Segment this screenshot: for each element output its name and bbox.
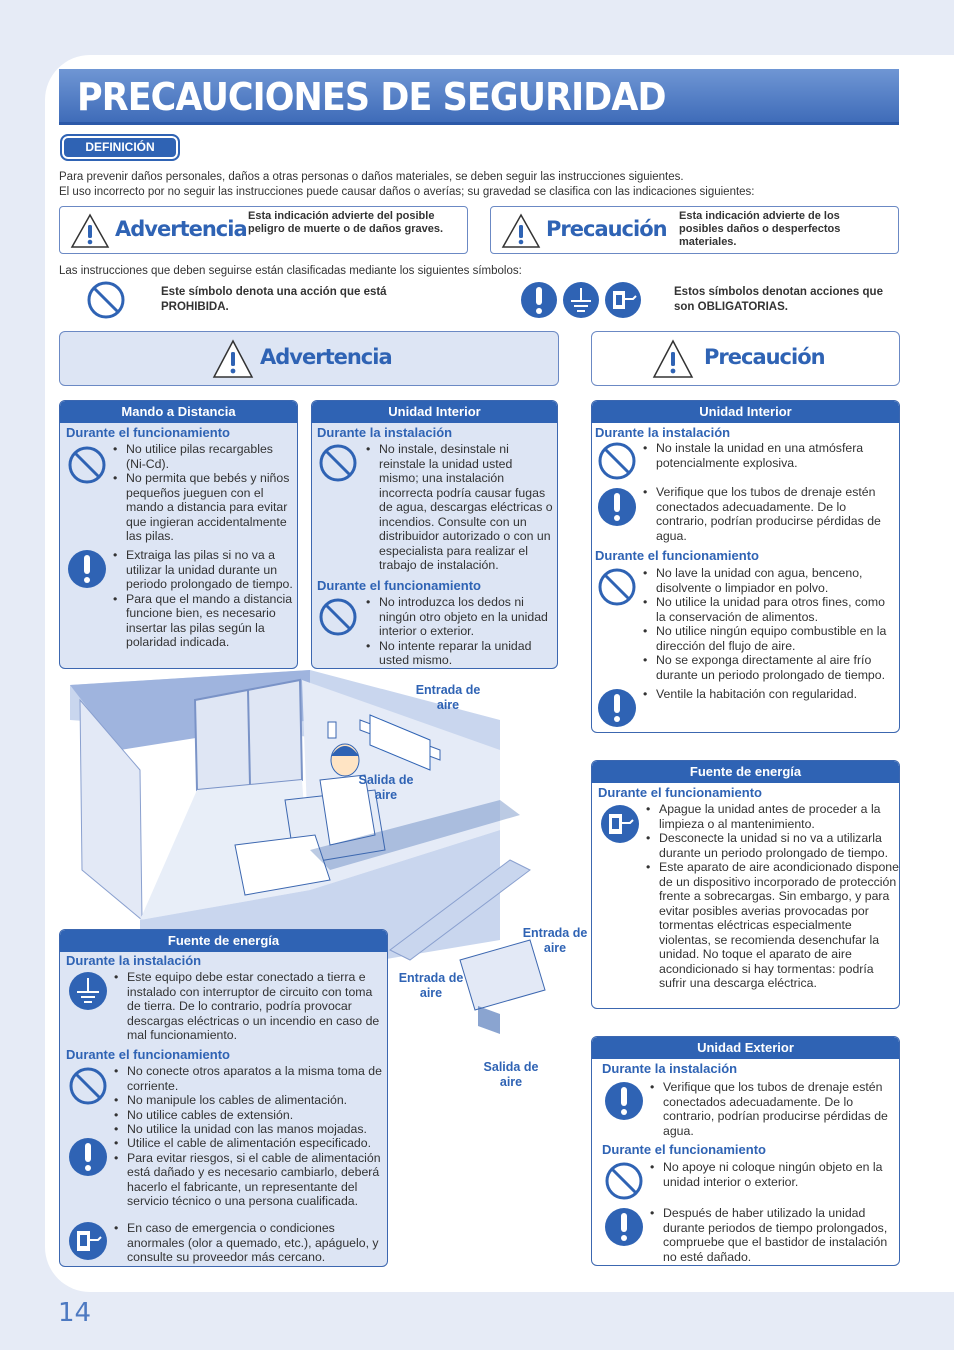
label-air-intake-outdoor-top: Entrada de aire: [522, 926, 588, 955]
prohibited-icon: [67, 445, 107, 485]
list-item: • No utilice la unidad con las manos mojadas.: [114, 1122, 386, 1137]
panel-header: Mando a Distancia: [60, 401, 297, 423]
caution-section-title: Precaución: [704, 345, 825, 369]
list-item: • Ventile la habitación con regularidad.: [643, 687, 897, 702]
subheading: Durante el funcionamiento: [602, 1142, 766, 1157]
list-item: • No intente reparar la unidad usted mismo.: [366, 639, 554, 668]
label-air-outlet-outdoor: Salida de aire: [483, 1060, 539, 1089]
unplug-icon: [604, 281, 642, 319]
intro-line-2: El uso incorrecto por no seguir las instrucciones puede causar daños o averías; su gravedad se clasifica con las indicaciones siguientes:: [59, 186, 755, 198]
caution-description: Esta indicación advierte de los posibles daños o desperfectos materiales.: [679, 210, 841, 248]
prohibited-icon: [68, 1066, 108, 1106]
bullet-list: [650, 1206, 899, 1264]
title-bar: [59, 69, 899, 125]
label-air-intake-indoor: Entrada de aire: [415, 683, 481, 712]
bullet-list: [643, 441, 897, 470]
panel-header: Unidad Interior: [312, 401, 557, 423]
list-item: • Este equipo debe estar conectado a tierra e instalado con interruptor de circuito con toma de tierra. De lo contrario, podría provocar descargas eléctricas o un incendio en caso de mal funcionamiento.: [114, 970, 386, 1043]
page-title: PRECAUCIONES DE SEGURIDAD: [77, 75, 666, 119]
list-item: • Utilice el cable de alimentación especificado.: [114, 1136, 386, 1151]
list-item: • No manipule los cables de alimentación.: [114, 1093, 386, 1108]
list-item: • Para que el mando a distancia funcione bien, es necesario insertar las pilas según la polaridad indicada.: [113, 592, 293, 650]
subheading: Durante el funcionamiento: [317, 578, 481, 593]
caution-section-header: [591, 331, 900, 386]
list-item: • No utilice cables de extensión.: [114, 1108, 386, 1123]
list-item: • No apoye ni coloque ningún objeto en la unidad interior o exterior.: [650, 1160, 899, 1189]
bullet-list: [113, 442, 293, 544]
mandatory-exclamation-icon: [604, 1081, 644, 1121]
list-item: • Verifique que los tubos de drenaje estén conectados adecuadamente. De lo contrario, podrían producirse pérdidas de agua.: [650, 1080, 899, 1138]
subheading: Durante la instalación: [66, 953, 202, 968]
bullet-list: [114, 970, 386, 1043]
ground-icon: [68, 971, 108, 1011]
warning-definition-box: [59, 206, 468, 254]
prohibited-text: Este símbolo denota una acción que está PROHIBIDA.: [161, 286, 387, 313]
mandatory-exclamation-icon: [520, 281, 558, 319]
mandatory-text: Estos símbolos denotan acciones que son OBLIGATORIAS.: [674, 286, 883, 313]
list-item: • No introduzca los dedos ni ningún otro objeto en la unidad interior o exterior.: [366, 595, 554, 639]
bullet-list: [643, 687, 897, 702]
subheading: Durante el funcionamiento: [595, 548, 759, 563]
unplug-icon: [68, 1221, 108, 1261]
caution-label: Precaución: [546, 217, 667, 241]
warning-triangle-icon: [212, 338, 254, 380]
mandatory-exclamation-icon: [597, 487, 637, 527]
prohibited-icon: [318, 443, 358, 483]
subheading: Durante la instalación: [602, 1061, 738, 1076]
panel-header: Unidad Interior: [592, 401, 899, 423]
label-air-outlet-indoor: Salida de aire: [358, 773, 414, 802]
list-item: • No utilice la unidad para otros fines, como la conservación de alimentos.: [643, 595, 897, 624]
outdoor-unit-caution-panel: [591, 1036, 900, 1266]
bullet-list: [114, 1136, 386, 1209]
caution-definition-box: [490, 206, 899, 254]
bullet-list: [366, 595, 554, 668]
warning-section-title: Advertencia: [260, 345, 392, 369]
list-item: • Después de haber utilizado la unidad durante periodos de tiempo prolongados, compruebe que el bastidor de instalación no esté dañado.: [650, 1206, 899, 1264]
list-item: • Desconecte la unidad si no va a utilizarla durante un periodo prolongado de tiempo.: [646, 831, 899, 860]
mandatory-exclamation-icon: [604, 1207, 644, 1247]
subheading: Durante el funcionamiento: [66, 425, 230, 440]
list-item: • Verifique que los tubos de drenaje estén conectados adecuadamente. De lo contrario, podrían producirse pérdidas de agua.: [643, 485, 897, 543]
list-item: • Este aparato de aire acondicionado dispone de un dispositivo incorporado de protección frente a sobrecargas. Sin embargo, y para evitar posibles averias provocadas por tormentas eléctricas especialmente violentas, se recomienda desenchufar la unidad. No toque el aparato de aire acondicionado si hay tormentas: podría sufrir una descarga eléctrica.: [646, 860, 899, 991]
remote-control-panel: [59, 400, 298, 669]
list-item: • No permita que bebés y niños pequeños jueguen con el mando a distancia para evitar que ingieran accidentalmente las pilas.: [113, 471, 293, 544]
prohibited-icon: [318, 597, 358, 637]
subheading: Durante el funcionamiento: [66, 1047, 230, 1062]
warning-section-header: [59, 331, 559, 386]
intro-line-1: Para prevenir daños personales, daños a otras personas o daños materiales, se deben seguir las instrucciones siguientes.: [59, 171, 684, 183]
warning-label: Advertencia: [115, 217, 247, 241]
indoor-unit-caution-panel: [591, 400, 900, 733]
list-item: • Para evitar riesgos, si el cable de alimentación está dañado y es necesario cambiarlo, deberá hacerlo el fabricante, un representante del servicio técnico o una persona cualificada.: [114, 1151, 386, 1209]
caution-triangle-icon: [652, 338, 694, 380]
prohibited-icon: [86, 280, 126, 320]
bullet-list: [650, 1080, 899, 1138]
prohibited-icon: [604, 1161, 644, 1201]
panel-header: Fuente de energía: [60, 930, 387, 952]
list-item: • No conecte otros aparatos a la misma toma de corriente.: [114, 1064, 386, 1093]
unplug-icon: [600, 804, 640, 844]
bullet-list: [643, 485, 897, 543]
bullet-list: [114, 1221, 386, 1265]
bullet-list: [650, 1160, 899, 1189]
list-item: • No instale la unidad en una atmósfera potencialmente explosiva.: [643, 441, 897, 470]
subheading: Durante la instalación: [317, 425, 453, 440]
definition-tab: DEFINICIÓN: [60, 134, 180, 161]
power-source-caution-panel: [591, 760, 900, 1009]
list-item: • No lave la unidad con agua, benceno, disolvente o limpiador en polvo.: [643, 566, 897, 595]
prohibited-icon: [597, 441, 637, 481]
list-item: • No utilice ningún equipo combustible en la dirección del flujo de aire.: [643, 624, 897, 653]
bullet-list: [366, 442, 554, 573]
list-item: • No se exponga directamente al aire frío durante un periodo prolongado de tiempo.: [643, 653, 897, 682]
warning-description: Esta indicación advierte del posible peligro de muerte o de daños graves.: [248, 210, 443, 235]
ground-icon: [562, 281, 600, 319]
power-source-warning-panel: [59, 929, 388, 1267]
bullet-list: [646, 802, 899, 991]
list-item: • Extraiga las pilas si no va a utilizar la unidad durante un periodo prolongado de tiempo.: [113, 548, 293, 592]
bullet-list: [113, 548, 293, 650]
subheading: Durante el funcionamiento: [598, 785, 762, 800]
page-number: 14: [58, 1298, 92, 1328]
panel-header: Fuente de energía: [592, 761, 899, 783]
list-item: • No instale, desinstale ni reinstale la unidad usted mismo; una instalación incorrecta podría causar fugas de agua, descargas eléctricas o incendios. Consulte con un distribuidor autorizado o con un especialista para realizar el trabajo de instalación.: [366, 442, 554, 573]
subheading: Durante la instalación: [595, 425, 731, 440]
prohibited-icon: [597, 567, 637, 607]
bullet-list: [643, 566, 897, 682]
bullet-list: [114, 1064, 386, 1137]
caution-triangle-icon: [501, 213, 541, 249]
indoor-unit-warning-panel: [311, 400, 558, 669]
list-item: • En caso de emergencia o condiciones anormales (olor a quemado, etc.), apáguelo, y consulte su proveedor más cercano.: [114, 1221, 386, 1265]
list-item: • No utilice pilas recargables (Ni-Cd).: [113, 442, 293, 471]
label-air-intake-outdoor-side: Entrada de aire: [398, 971, 464, 1000]
symbols-intro: Las instrucciones que deben seguirse están clasificadas mediante los siguientes símbolos:: [59, 265, 522, 277]
mandatory-exclamation-icon: [68, 1137, 108, 1177]
panel-header: Unidad Exterior: [592, 1037, 899, 1059]
list-item: • Apague la unidad antes de proceder a la limpieza o al mantenimiento.: [646, 802, 899, 831]
warning-triangle-icon: [70, 213, 110, 249]
mandatory-exclamation-icon: [597, 688, 637, 728]
mandatory-exclamation-icon: [67, 549, 107, 589]
